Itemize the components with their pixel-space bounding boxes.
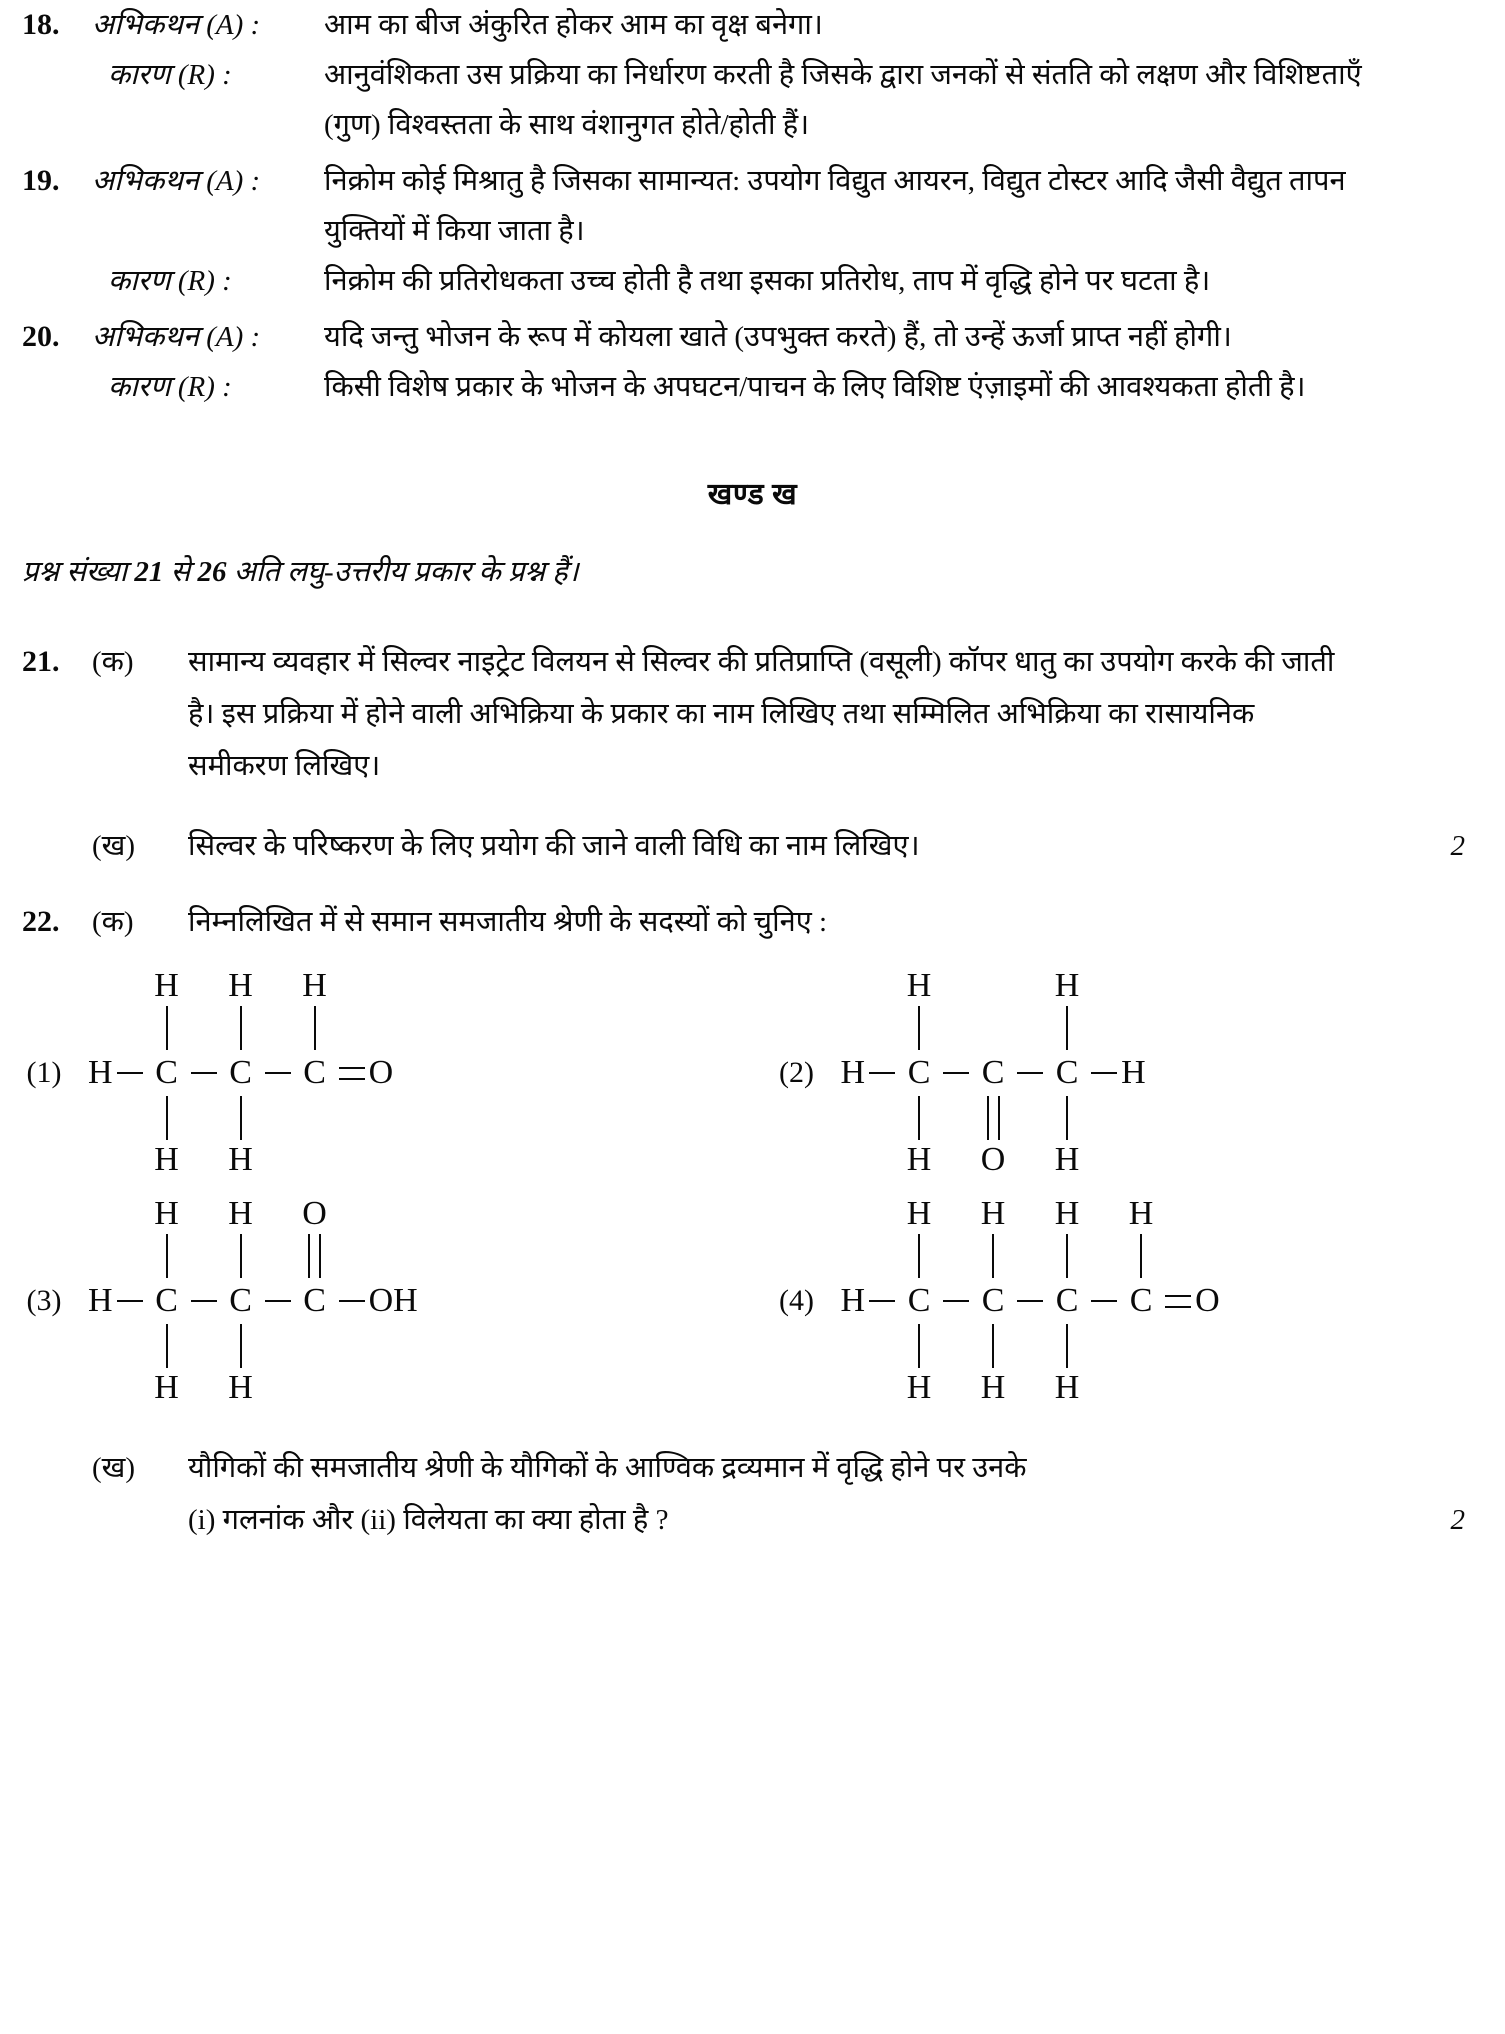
top-single-bond-icon (918, 1006, 920, 1050)
terminal-atom (88, 966, 113, 1180)
terminal-atom (841, 1194, 866, 1408)
terminal-atom (88, 1194, 113, 1408)
carbon-atom-column (973, 1194, 1013, 1408)
question-number: 20. (22, 320, 60, 353)
top-single-bond-icon (240, 1234, 242, 1278)
carbon-atom-column (899, 966, 939, 1180)
structure-option[interactable] (753, 1194, 1505, 1408)
carbon-atom-column (147, 1194, 187, 1408)
terminal-atom (369, 1194, 418, 1408)
part-letter: (ख) (92, 1452, 136, 1484)
marks-value: 2 (1450, 1504, 1465, 1536)
bottom-substituent: H (1054, 1141, 1080, 1178)
atom-label: H (88, 1054, 113, 1091)
structure-index-label: (4) (779, 1284, 814, 1317)
top-substituent: H (980, 1195, 1006, 1232)
instruction-pre: प्रश्न संख्या (22, 556, 135, 588)
top-substituent: H (1054, 1195, 1080, 1232)
top-single-bond-icon (1066, 1006, 1068, 1050)
carbon-atom-column (221, 966, 261, 1180)
molecule-diagram (841, 1194, 1220, 1408)
single-bond-icon (187, 1194, 221, 1408)
top-substituent: H (154, 967, 179, 1004)
assertion-text: निक्रोम कोई मिश्रातु है जिसका सामान्यत: उपयोग विद्युत आयरन, विद्युत टोस्टर आदि जैसी वैद्युत तापन युक्तियों में किया जाता है। (324, 165, 1346, 247)
single-bond-icon (1013, 966, 1047, 1180)
bottom-single-bond-icon (992, 1324, 994, 1368)
bottom-single-bond-icon (240, 1324, 242, 1368)
reason-line (0, 362, 1505, 412)
top-substituent: H (228, 967, 253, 1004)
assertion-reason-block-20 (0, 312, 1505, 412)
section-heading: खण्ड ख (707, 478, 798, 511)
atom-label: C (907, 1282, 931, 1319)
single-bond-icon (261, 1194, 295, 1408)
reason-text: निक्रोम की प्रतिरोधकता उच्च होती है तथा इसका प्रतिरोध, ताप में वृद्धि होने पर घटता है। (324, 265, 1211, 297)
atom-label: O (1195, 1282, 1220, 1319)
assertion-reason-block-18 (0, 0, 1505, 150)
atom-label: O (368, 1054, 394, 1091)
molecule-diagram (88, 966, 393, 1180)
single-bond-icon (335, 1194, 369, 1408)
bottom-substituent: H (906, 1141, 932, 1178)
structure-option[interactable] (0, 1194, 753, 1408)
carbon-atom-column (295, 966, 335, 1180)
bottom-single-bond-icon (918, 1324, 920, 1368)
bottom-substituent: O (980, 1141, 1006, 1178)
atom-label: C (981, 1282, 1005, 1319)
atom-label: C (155, 1282, 178, 1319)
carbon-atom-column (1047, 1194, 1087, 1408)
assertion-line (0, 0, 1505, 50)
structure-index-label: (1) (26, 1056, 62, 1089)
top-substituent: H (1128, 1195, 1154, 1232)
carbon-atom-column (295, 1194, 335, 1408)
top-single-bond-icon (166, 1234, 168, 1278)
top-substituent: O (302, 1195, 327, 1232)
question-21-part-b (0, 820, 1505, 872)
part-text-line-2: (i) गलनांक और (ii) विलेयता का क्या होता है ? (188, 1504, 669, 1536)
question-22-part-a (0, 896, 1505, 948)
terminal-atom (369, 966, 394, 1180)
instruction-post: अति लघु-उत्तरीय प्रकार के प्रश्न हैं। (226, 556, 579, 588)
reason-label: कारण (R) : (108, 59, 232, 91)
carbon-atom-column (221, 1194, 261, 1408)
top-single-bond-icon (166, 1006, 168, 1050)
part-letter: (ख) (92, 830, 136, 862)
atom-label: C (229, 1282, 252, 1319)
top-substituent: H (1054, 967, 1080, 1004)
terminal-atom (841, 966, 866, 1180)
top-substituent: H (228, 1195, 253, 1232)
top-single-bond-icon (918, 1234, 920, 1278)
carbon-atom-column (1121, 1194, 1161, 1408)
part-text: सिल्वर के परिष्करण के लिए प्रयोग की जाने वाली विधि का नाम लिखिए। (188, 830, 920, 862)
reason-text: किसी विशेष प्रकार के भोजन के अपघटन/पाचन के लिए विशिष्ट एंज़ाइमों की आवश्यकता होती है। (324, 371, 1306, 403)
single-bond-icon (1087, 966, 1121, 1180)
bottom-substituent: H (228, 1141, 253, 1178)
assertion-label: अभिकथन (A) : (92, 9, 261, 41)
single-bond-icon (1087, 1194, 1121, 1408)
atom-label: C (303, 1282, 326, 1319)
part-letter: (क) (92, 646, 134, 678)
atom-label: C (155, 1054, 178, 1091)
single-bond-icon (113, 966, 147, 1180)
atom-label: C (303, 1054, 326, 1091)
double-bond-icon (335, 966, 369, 1180)
top-single-bond-icon (1140, 1234, 1142, 1278)
bottom-substituent: H (980, 1369, 1006, 1406)
bottom-double-bond-icon (987, 1096, 1000, 1140)
single-bond-icon (261, 966, 295, 1180)
single-bond-icon (865, 1194, 899, 1408)
reason-line (0, 256, 1505, 306)
bottom-substituent: H (154, 1369, 179, 1406)
atom-label: C (1129, 1282, 1153, 1319)
part-text: निम्नलिखित में से समान समजातीय श्रेणी के सदस्यों को चुनिए : (188, 906, 828, 938)
question-22-part-b (0, 1442, 1505, 1546)
atom-label: C (907, 1054, 931, 1091)
reason-label: कारण (R) : (108, 371, 232, 403)
assertion-reason-block-19 (0, 156, 1505, 306)
molecule-diagram (88, 1194, 418, 1408)
assertion-label: अभिकथन (A) : (92, 165, 261, 197)
top-substituent: H (154, 1195, 179, 1232)
single-bond-icon (939, 966, 973, 1180)
atom-label: C (1055, 1282, 1079, 1319)
double-bond-icon (1161, 1194, 1195, 1408)
single-bond-icon (939, 1194, 973, 1408)
atom-label: H (1121, 1054, 1146, 1091)
carbon-atom-column (899, 1194, 939, 1408)
structure-options-grid (0, 966, 1505, 1408)
reason-label: कारण (R) : (108, 265, 232, 297)
bottom-single-bond-icon (918, 1096, 920, 1140)
part-letter: (क) (92, 906, 134, 938)
single-bond-icon (187, 966, 221, 1180)
bottom-single-bond-icon (1066, 1324, 1068, 1368)
atom-label: OH (368, 1282, 418, 1319)
atom-label: C (229, 1054, 252, 1091)
structure-option[interactable] (753, 966, 1505, 1180)
bottom-substituent: H (228, 1369, 253, 1406)
top-single-bond-icon (314, 1006, 316, 1050)
structure-index-label: (2) (779, 1056, 814, 1089)
bottom-substituent: H (906, 1369, 932, 1406)
part-text (188, 1442, 1505, 1546)
top-substituent: H (906, 967, 932, 1004)
assertion-text: यदि जन्तु भोजन के रूप में कोयला खाते (उपभुक्त करते) हैं, तो उन्हें ऊर्जा प्राप्त नहीं होगी। (324, 321, 1232, 353)
question-number: 21. (22, 645, 60, 678)
atom-label: H (88, 1282, 113, 1319)
bottom-single-bond-icon (166, 1096, 168, 1140)
carbon-atom-column (1047, 966, 1087, 1180)
part-text-line-1: यौगिकों की समजातीय श्रेणी के यौगिकों के आण्विक द्रव्यमान में वृद्धि होने पर उनके (188, 1452, 1027, 1484)
molecule-diagram (841, 966, 1146, 1180)
question-number: 22. (22, 905, 60, 938)
bottom-single-bond-icon (240, 1096, 242, 1140)
single-bond-icon (113, 1194, 147, 1408)
part-text: सामान्य व्यवहार में सिल्वर नाइट्रेट विलयन से सिल्वर की प्रतिप्राप्ति (वसूली) कॉपर धातु का उपयोग करके की जाती है। इस प्रक्रिया में होने वाली अभिक्रिया के प्रकार का नाम लिखिए तथा सम्मिलित अभिक्रिया का रासायनिक समीकरण लिखिए। (188, 646, 1335, 782)
atom-label: C (981, 1054, 1005, 1091)
assertion-label: अभिकथन (A) : (92, 321, 261, 353)
bottom-single-bond-icon (166, 1324, 168, 1368)
carbon-atom-column (973, 966, 1013, 1180)
instruction-last-number: 26 (197, 556, 227, 588)
top-substituent: H (302, 967, 327, 1004)
carbon-atom-column (147, 966, 187, 1180)
question-number: 19. (22, 164, 60, 197)
single-bond-icon (1013, 1194, 1047, 1408)
terminal-atom (1195, 1194, 1220, 1408)
single-bond-icon (865, 966, 899, 1180)
bottom-single-bond-icon (1066, 1096, 1068, 1140)
bottom-substituent: H (1054, 1369, 1080, 1406)
instruction-first-number: 21 (134, 556, 164, 588)
instruction-mid: से (163, 556, 198, 588)
assertion-text: आम का बीज अंकुरित होकर आम का वृक्ष बनेगा। (324, 9, 823, 41)
bottom-single-bond-icon (314, 1324, 316, 1368)
top-single-bond-icon (992, 1234, 994, 1278)
atom-label: H (840, 1054, 866, 1091)
top-single-bond-icon (992, 1006, 994, 1050)
top-double-bond-icon (308, 1234, 321, 1278)
reason-line (0, 50, 1505, 150)
reason-text: आनुवंशिकता उस प्रक्रिया का निर्धारण करती है जिसके द्वारा जनकों से संतति को लक्षण और विशिष्टताएँ (गुण) विश्वस्तता के साथ वंशानुगत होते/होती हैं। (324, 59, 1362, 141)
assertion-line (0, 156, 1505, 256)
bottom-substituent: H (154, 1141, 179, 1178)
atom-label: C (1055, 1054, 1079, 1091)
marks-value: 2 (1450, 830, 1465, 862)
top-substituent: H (906, 1195, 932, 1232)
terminal-atom (1121, 966, 1146, 1180)
assertion-line (0, 312, 1505, 362)
top-single-bond-icon (240, 1006, 242, 1050)
atom-label: H (840, 1282, 866, 1319)
bottom-single-bond-icon (314, 1096, 316, 1140)
question-number: 18. (22, 8, 60, 41)
bottom-single-bond-icon (1140, 1324, 1142, 1368)
structure-option[interactable] (0, 966, 753, 1180)
question-21-part-a (0, 636, 1505, 792)
structure-index-label: (3) (26, 1284, 62, 1317)
section-instruction (0, 551, 1505, 590)
top-single-bond-icon (1066, 1234, 1068, 1278)
